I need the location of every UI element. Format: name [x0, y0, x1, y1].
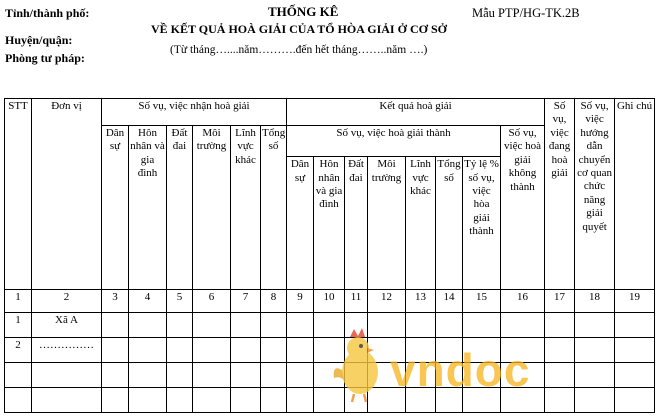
- header-success-total: Tổng số: [436, 157, 463, 290]
- column-number: 3: [102, 290, 129, 313]
- row-stt: 1: [5, 313, 32, 338]
- row-cell: [575, 313, 615, 338]
- row-cell: [102, 313, 129, 338]
- row-cell: [575, 363, 615, 388]
- column-number: 7: [231, 290, 261, 313]
- header-success-marriage: Hôn nhân và gia đình: [314, 157, 345, 290]
- column-number: 9: [287, 290, 314, 313]
- header-success-other: Lĩnh vực khác: [406, 157, 436, 290]
- column-number: 1: [5, 290, 32, 313]
- header-received-marriage: Hôn nhân và gia đình: [129, 126, 167, 290]
- column-number: 19: [615, 290, 655, 313]
- row-cell: [193, 313, 231, 338]
- column-number: 16: [501, 290, 545, 313]
- row-cell: [167, 388, 193, 413]
- row-cell: [287, 363, 314, 388]
- header-received-other: Lĩnh vực khác: [231, 126, 261, 290]
- column-number: 4: [129, 290, 167, 313]
- row-cell: [231, 363, 261, 388]
- row-cell: [129, 338, 167, 363]
- row-cell: [193, 338, 231, 363]
- row-cell: [287, 338, 314, 363]
- row-cell: [261, 338, 287, 363]
- header-received: Số vụ, việc nhận hoà giải: [102, 99, 287, 126]
- header-received-total: Tổng số: [261, 126, 287, 290]
- row-cell: [615, 388, 655, 413]
- row-cell: [231, 388, 261, 413]
- row-cell: [102, 363, 129, 388]
- column-number: 14: [436, 290, 463, 313]
- column-number: 11: [345, 290, 368, 313]
- row-cell: [615, 363, 655, 388]
- row-cell: [167, 338, 193, 363]
- district-label: Huyện/quận:: [5, 33, 73, 47]
- document-subtitle: VỀ KẾT QUẢ HOÀ GIẢI CỦA TỔ HÒA GIẢI Ở CƠ SỞ: [151, 22, 447, 36]
- row-cell: [261, 363, 287, 388]
- row-cell: [261, 313, 287, 338]
- row-stt: 2: [5, 338, 32, 363]
- header-success-rate: Tỷ lệ % số vụ, việc hòa giải thành: [463, 157, 501, 290]
- header-stt: STT: [5, 99, 32, 290]
- header-success-land: Đất đai: [345, 157, 368, 290]
- row-cell: [193, 363, 231, 388]
- column-number: 6: [193, 290, 231, 313]
- row-stt: [5, 363, 32, 388]
- column-number: 18: [575, 290, 615, 313]
- watermark-text: vndoc: [390, 344, 531, 396]
- form-code: Mẫu PTP/HG-TK.2B: [472, 6, 580, 20]
- row-cell: [287, 313, 314, 338]
- row-cell: [261, 388, 287, 413]
- row-cell: [102, 388, 129, 413]
- column-number: 10: [314, 290, 345, 313]
- header-received-civil: Dân sự: [102, 126, 129, 290]
- row-cell: [575, 338, 615, 363]
- row-cell: [615, 338, 655, 363]
- column-number: 17: [545, 290, 575, 313]
- row-unit: ……………: [32, 338, 102, 363]
- row-cell: [615, 313, 655, 338]
- header-unit: Đơn vị: [32, 99, 102, 290]
- column-number: 13: [406, 290, 436, 313]
- row-cell: [193, 388, 231, 413]
- row-cell: [129, 388, 167, 413]
- row-cell: [129, 313, 167, 338]
- row-cell: [287, 388, 314, 413]
- column-number-row: [5, 290, 655, 313]
- row-cell: [231, 338, 261, 363]
- row-cell: [167, 313, 193, 338]
- chicken-mascot-icon: [334, 328, 378, 402]
- header-success-civil: Dân sự: [287, 157, 314, 290]
- header-fail: Số vụ, việc hoà giải không thành: [501, 126, 545, 290]
- justice-office-label: Phòng tư pháp:: [5, 51, 85, 65]
- document-title: THỐNG KÊ: [268, 4, 339, 19]
- row-cell: [575, 388, 615, 413]
- row-cell: [167, 363, 193, 388]
- row-cell: [129, 363, 167, 388]
- vndoc-watermark: [328, 320, 568, 405]
- column-number: 8: [261, 290, 287, 313]
- header-result: Kết quả hoà giải: [287, 99, 545, 126]
- header-pending: Số vụ, việc đang hoà giải: [545, 99, 575, 290]
- province-label: Tỉnh/thành phố:: [5, 6, 90, 20]
- reporting-period: (Từ tháng…....năm……….đến hết tháng……..năm ….): [170, 44, 428, 56]
- column-number: 5: [167, 290, 193, 313]
- header-success-env: Môi trường: [368, 157, 406, 290]
- header-row-1: [5, 99, 655, 126]
- header-guided: Số vụ, việc hướng dẫn chuyển cơ quan chức năng giải quyết: [575, 99, 615, 290]
- row-stt: [5, 388, 32, 413]
- header-success: Số vụ, việc hoà giải thành: [287, 126, 501, 157]
- row-unit: Xã A: [32, 313, 102, 338]
- header-received-land: Đất đai: [167, 126, 193, 290]
- row-cell: [102, 338, 129, 363]
- column-number: 2: [32, 290, 102, 313]
- header-note: Ghi chú: [615, 99, 655, 290]
- row-unit: [32, 388, 102, 413]
- header-received-env: Môi trường: [193, 126, 231, 290]
- column-number: 12: [368, 290, 406, 313]
- row-unit: [32, 363, 102, 388]
- row-cell: [231, 313, 261, 338]
- column-number: 15: [463, 290, 501, 313]
